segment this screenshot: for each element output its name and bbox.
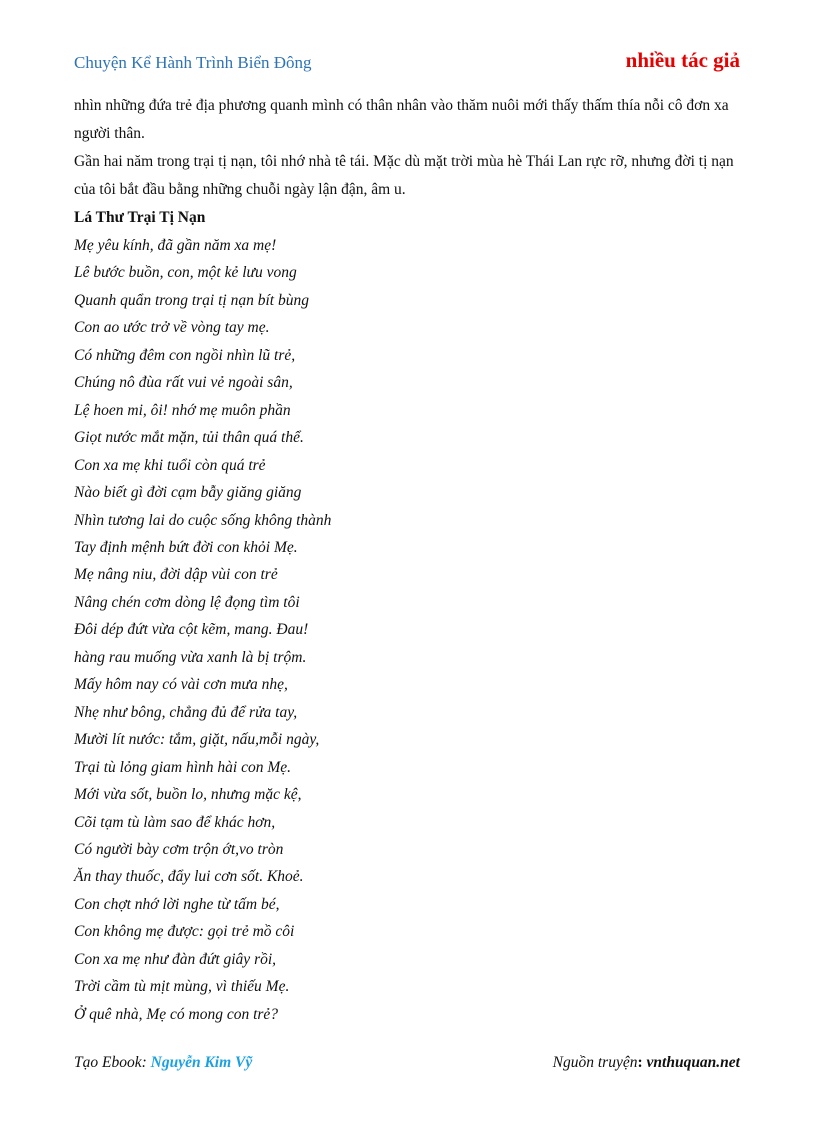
poem-line: Lệ hoen mi, ôi! nhớ mẹ muôn phần bbox=[74, 401, 291, 419]
source-credit bbox=[553, 1054, 740, 1072]
ebook-label: Tạo Ebook bbox=[74, 1054, 142, 1071]
poem-line: Nhẹ như bông, chẳng đủ để rửa tay, bbox=[74, 703, 298, 721]
poem-line: Mấy hôm nay có vài cơn mưa nhẹ, bbox=[74, 676, 288, 694]
poem-line: Con ao ước trở về vòng tay mẹ. bbox=[74, 319, 270, 337]
ebook-credit bbox=[74, 1054, 252, 1072]
poem-line: Mười lít nước: tắm, giặt, nấu,mỗi ngày, bbox=[74, 731, 320, 749]
body-paragraph: Gần hai năm trong trại tị nạn, tôi nhớ nhà tê tái. Mặc dù mặt trời mùa hè Thái Lan rực rỡ, nhưng đời tị nạn của tôi bắt đầu bằng những chuỗi ngày lận đận, âm u. bbox=[74, 153, 734, 198]
source-separator: : bbox=[637, 1054, 647, 1071]
book-title: Chuyện Kể Hành Trình Biển Đông bbox=[74, 53, 312, 72]
poem-line: Mới vừa sốt, buồn lo, nhưng mặc kệ, bbox=[74, 786, 302, 804]
poem-line: Con không mẹ được: gọi trẻ mồ côi bbox=[74, 923, 295, 941]
poem-line: Lê bước buồn, con, một kẻ lưu vong bbox=[74, 264, 297, 282]
poem-line: Ở quê nhà, Mẹ có mong con trẻ? bbox=[74, 1005, 279, 1023]
ebook-creator-name: Nguyễn Kim Vỹ bbox=[150, 1054, 253, 1071]
poem-line: Đôi dép đứt vừa cột kẽm, mang. Đau! bbox=[74, 621, 309, 639]
poem-line: Trời cầm tù mịt mùng, vì thiếu Mẹ. bbox=[74, 978, 290, 996]
poem-line: Mẹ yêu kính, đã gần năm xa mẹ! bbox=[74, 237, 277, 254]
poem-line: Nào biết gì đời cạm bẫy giăng giăng bbox=[74, 484, 302, 502]
poem bbox=[74, 232, 744, 1028]
author-name: nhiều tác giả bbox=[625, 48, 740, 72]
poem-line: Nâng chén cơm dòng lệ đọng tìm tôi bbox=[74, 593, 300, 611]
page-footer bbox=[74, 1054, 740, 1078]
poem-line: Trại tù lỏng giam hình hài con Mẹ. bbox=[74, 758, 291, 776]
poem-line: Tay định mệnh bứt đời con khỏi Mẹ. bbox=[74, 538, 298, 556]
page-content bbox=[74, 92, 744, 1028]
poem-line: Có những đêm con ngồi nhìn lũ trẻ, bbox=[74, 346, 296, 364]
poem-line: Quanh quẩn trong trại tị nạn bít bùng bbox=[74, 291, 309, 309]
body-paragraph: nhìn những đứa trẻ địa phương quanh mình có thân nhân vào thăm nuôi mới thấy thấm thía nỗi cô đơn xa người thân. bbox=[74, 97, 729, 142]
poem-line: Chúng nô đùa rất vui vẻ ngoài sân, bbox=[74, 374, 293, 392]
poem-line: Ăn thay thuốc, đẩy lui cơn sốt. Khoẻ. bbox=[74, 868, 304, 886]
poem-line: hàng rau muống vừa xanh là bị trộm. bbox=[74, 648, 307, 666]
poem-line: Giọt nước mắt mặn, tủi thân quá thể. bbox=[74, 429, 304, 447]
ebook-separator: : bbox=[141, 1054, 151, 1071]
source-site: vnthuquan.net bbox=[646, 1054, 740, 1071]
source-label: Nguồn truyện bbox=[552, 1054, 638, 1071]
page-header bbox=[74, 48, 740, 78]
poem-line: Con xa mẹ như đàn đứt giây rồi, bbox=[74, 950, 277, 968]
poem-title: Lá Thư Trại Tị Nạn bbox=[74, 209, 206, 226]
poem-line: Mẹ nâng niu, đời dập vùi con trẻ bbox=[74, 566, 278, 584]
poem-line: Nhìn tương lai do cuộc sống không thành bbox=[74, 511, 332, 529]
poem-line: Cõi tạm tù làm sao để khác hơn, bbox=[74, 813, 276, 831]
poem-line: Có người bày cơm trộn ớt,vo tròn bbox=[74, 840, 284, 858]
poem-line: Con xa mẹ khi tuổi còn quá trẻ bbox=[74, 456, 266, 474]
poem-line: Con chợt nhớ lời nghe từ tấm bé, bbox=[74, 895, 280, 913]
